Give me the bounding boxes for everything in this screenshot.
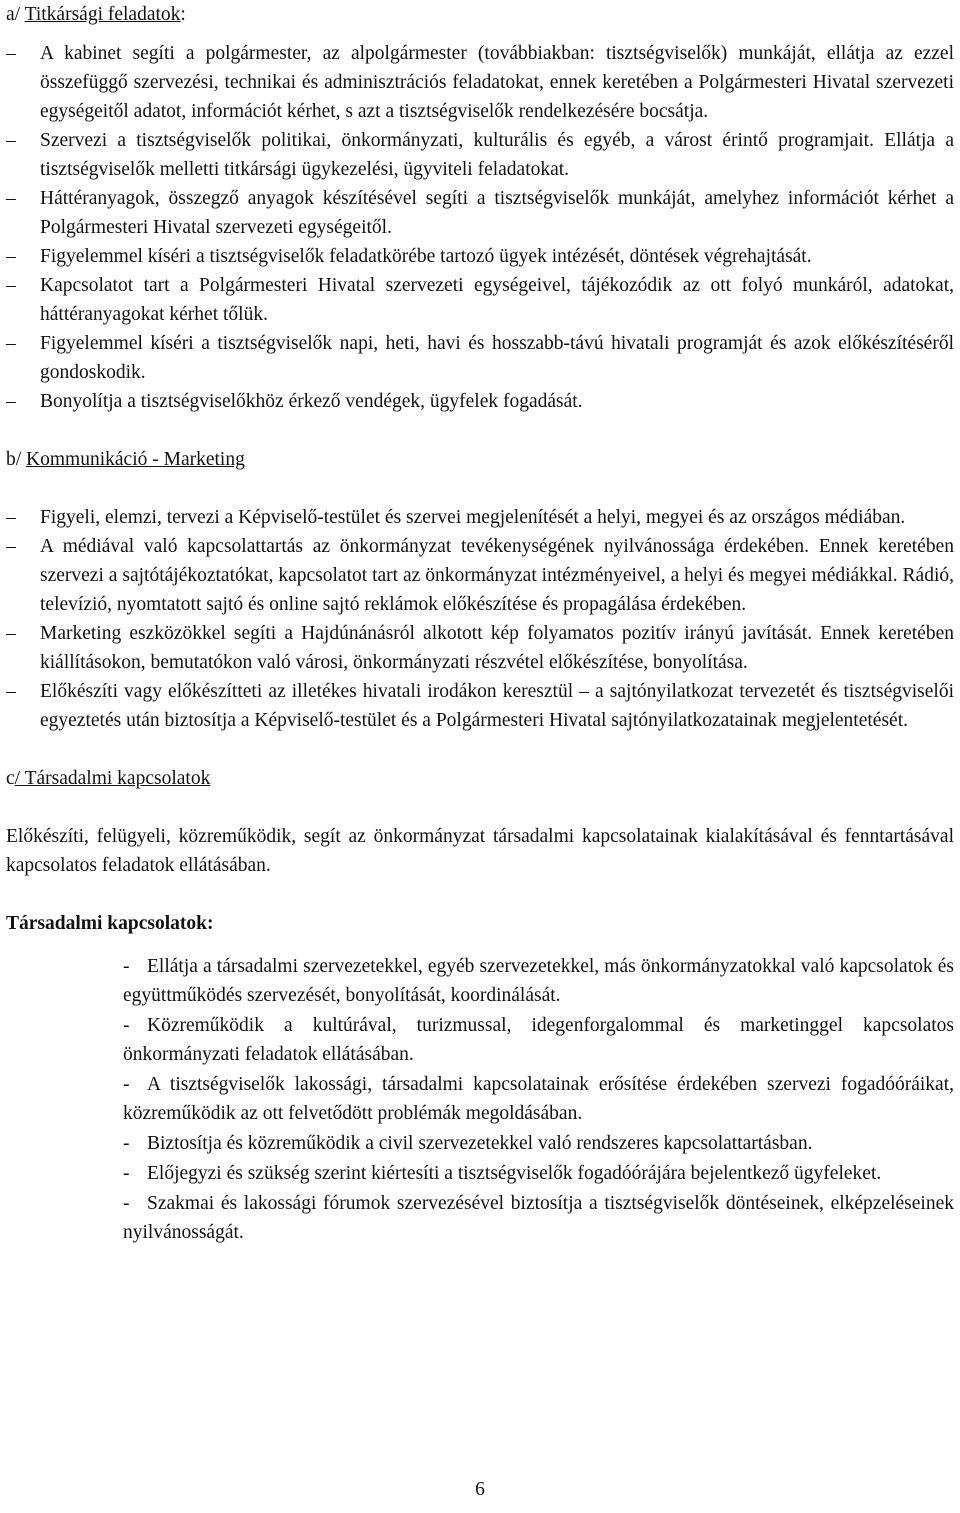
section-a-prefix: a/ [6,4,25,25]
dash-marker: – [6,246,16,267]
list-item: – Figyelemmel kíséri a tisztségviselők feladatkörébe tartozó ügyek intézését, döntések végrehajtását. [6,242,954,271]
list-item: - Szakmai és lakossági fórumok szervezésével biztosítja a tisztségviselők döntéseinek, elképzeléseinek nyilvánosságát. [123,1189,954,1247]
section-a-list [6,39,954,416]
list-item: - Biztosítja és közreműködik a civil szervezetekkel való rendszeres kapcsolattartásban. [123,1129,954,1158]
section-b-heading [6,445,954,474]
list-item: – Marketing eszközökkel segíti a Hajdúnánásról alkotott kép folyamatos pozitív irányú javítását. Ennek keretében kiállításokon, bemutatókon való városi, önkormányzati részvétel előkészítése, bonyolítása. [6,619,954,677]
list-item: – Bonyolítja a tisztségviselőkhöz érkező vendégek, ügyfelek fogadását. [6,387,954,416]
section-c-title: / Társadalmi kapcsolatok [14,768,211,789]
hyphen-marker: - [123,1193,130,1214]
dash-marker: – [6,623,16,644]
section-a-heading [6,0,954,29]
page-number: 6 [475,1479,485,1500]
dash-marker: – [6,333,16,354]
section-c-prefix: c [6,768,15,789]
list-item: – A kabinet segíti a polgármester, az alpolgármester (továbbiakban: tisztségviselők) munkáját, ellátja az ezzel összefüggő szervezési, technikai és adminisztrációs feladatokat, ennek keretében a Polgármesteri Hivatal szervezeti egységeitől adatot, információt kérhet, s azt a tisztségviselők rendelkezésére bocsátja. [6,39,954,126]
hyphen-marker: - [123,1163,130,1184]
list-item: - Ellátja a társadalmi szervezetekkel, egyéb szervezetekkel, más önkormányzatokkal való kapcsolatok és együttműködés szervezését, bonyolítását, koordinálását. [123,952,954,1010]
hyphen-marker: - [123,1074,130,1095]
dash-marker: – [6,507,16,528]
list-item: - A tisztségviselők lakossági, társadalmi kapcsolatainak erősítése érdekében szervezi fogadóóráikat, közreműködik az ott felvetődött problémák megoldásában. [123,1070,954,1128]
list-item: – Szervezi a tisztségviselők politikai, önkormányzati, kulturális és egyéb, a várost érintő programjait. Ellátja a tisztségviselők melletti titkársági ügykezelési, ügyviteli feladatokat. [6,126,954,184]
section-b-prefix: b/ [6,449,27,470]
section-c-heading [6,764,954,793]
section-b-title: Kommunikáció - Marketing [26,449,245,470]
list-item: – A médiával való kapcsolattartás az önkormányzat tevékenységének nyilvánossága érdekében. Ennek keretében szervezi a sajtótájékoztatókat, kapcsolatot tart az önkormányzat intézményeivel, a helyi és megyei médiákkal. Rádió, televízió, nyomtatott sajtó és online sajtó reklámok előkészítése és propagálása érdekében. [6,532,954,619]
dash-marker: – [6,188,16,209]
dash-marker: – [6,275,16,296]
section-a-suffix: : [180,4,186,25]
section-c-intro: Előkészíti, felügyeli, közreműködik, segít az önkormányzat társadalmi kapcsolatainak kialakításával és fenntartásával kapcsolatos feladatok ellátásában. [6,826,954,876]
dash-marker: – [6,43,16,64]
dash-marker: – [6,391,16,412]
social-list [6,952,954,1247]
list-item: - Előjegyzi és szükség szerint kiértesíti a tisztségviselők fogadóórájára bejelentkező ügyfeleket. [123,1159,954,1188]
list-item: – Háttéranyagok, összegző anyagok készítésével segíti a tisztségviselők munkáját, amelyhez információt kérhet a Polgármesteri Hivatal szervezeti egységeitől. [6,184,954,242]
hyphen-marker: - [123,1133,130,1154]
list-item: – Előkészíti vagy előkészítteti az illetékes hivatali irodákon keresztül – a sajtónyilatkozat tervezetét és tisztségviselői egyeztetés után biztosítja a Képviselő-testület és a Polgármesteri Hivatal sajtónyilatkozatainak megjelentetését. [6,677,954,735]
list-item: – Figyelemmel kíséri a tisztségviselők napi, heti, havi és hosszabb-távú hivatali programját és azok előkészítéséről gondoskodik. [6,329,954,387]
list-item: – Kapcsolatot tart a Polgármesteri Hivatal szervezeti egységeivel, tájékozódik az ott folyó munkáról, adatokat, háttéranyagokat kérhet tőlük. [6,271,954,329]
list-item: - Közreműködik a kultúrával, turizmussal, idegenforgalommal és marketinggel kapcsolatos önkormányzati feladatok ellátásában. [123,1011,954,1069]
social-heading: Társadalmi kapcsolatok: [6,913,214,934]
hyphen-marker: - [123,1015,130,1036]
list-item: – Figyeli, elemzi, tervezi a Képviselő-testület és szervei megjelenítését a helyi, megyei és az országos médiában. [6,503,954,532]
dash-marker: – [6,130,16,151]
dash-marker: – [6,681,16,702]
dash-marker: – [6,536,16,557]
section-b-list [6,503,954,735]
section-a-title: Titkársági feladatok [24,4,181,25]
hyphen-marker: - [123,956,130,977]
